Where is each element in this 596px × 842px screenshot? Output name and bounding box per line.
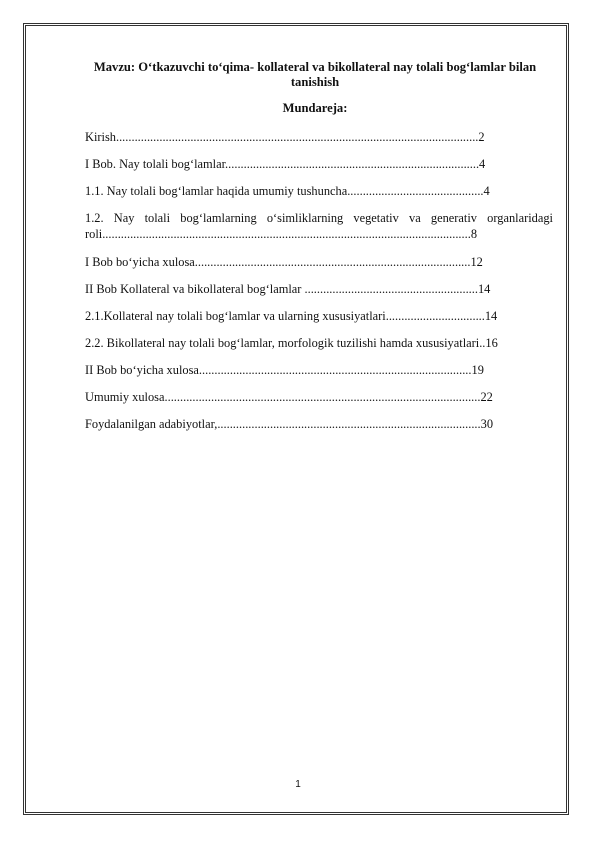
toc-entry-chapter-2: II Bob Kollateral va bikollateral bog‘lamlar ........................................................14 — [85, 282, 491, 296]
toc-entry-chapter-1: I Bob. Nay tolali bog‘lamlar..................................................................................4 — [85, 157, 486, 171]
toc-entry-1-1: 1.1. Nay tolali bog‘lamlar haqida umumiy tushuncha............................................4 — [85, 184, 490, 198]
document-title: Mavzu: O‘tkazuvchi to‘qima- kollateral va bikollateral nay tolali bog‘lamlar bilan tanishish — [93, 60, 537, 89]
toc-entry-chapter-2-conclusion: II Bob bo‘yicha xulosa........................................................................................19 — [85, 363, 484, 377]
toc-entry-general-conclusion: Umumiy xulosa......................................................................................................22 — [85, 390, 493, 404]
toc-entry-chapter-1-conclusion: I Bob bo‘yicha xulosa.........................................................................................12 — [85, 255, 483, 269]
toc-entry-2-2: 2.2. Bikollateral nay tolali bog‘lamlar, morfologik tuzilishi hamda xususiyatlari..16 — [85, 336, 498, 350]
toc-entry-kirish: Kirish.....................................................................................................................2 — [85, 130, 485, 144]
toc-entry-2-1: 2.1.Kollateral nay tolali bog‘lamlar va ularning xususiyatlari................................14 — [85, 309, 498, 323]
toc-entry-1-2: 1.2. Nay tolali bog‘lamlarning o‘simliklarning vegetativ va generativ organlaridagi roli.......................................................................................................................8 — [85, 211, 553, 241]
page-number: 1 — [295, 779, 301, 790]
toc-entry-references: Foydalanilgan adabiyotlar,.....................................................................................30 — [85, 417, 494, 431]
toc-heading: Mundareja: — [282, 101, 348, 115]
